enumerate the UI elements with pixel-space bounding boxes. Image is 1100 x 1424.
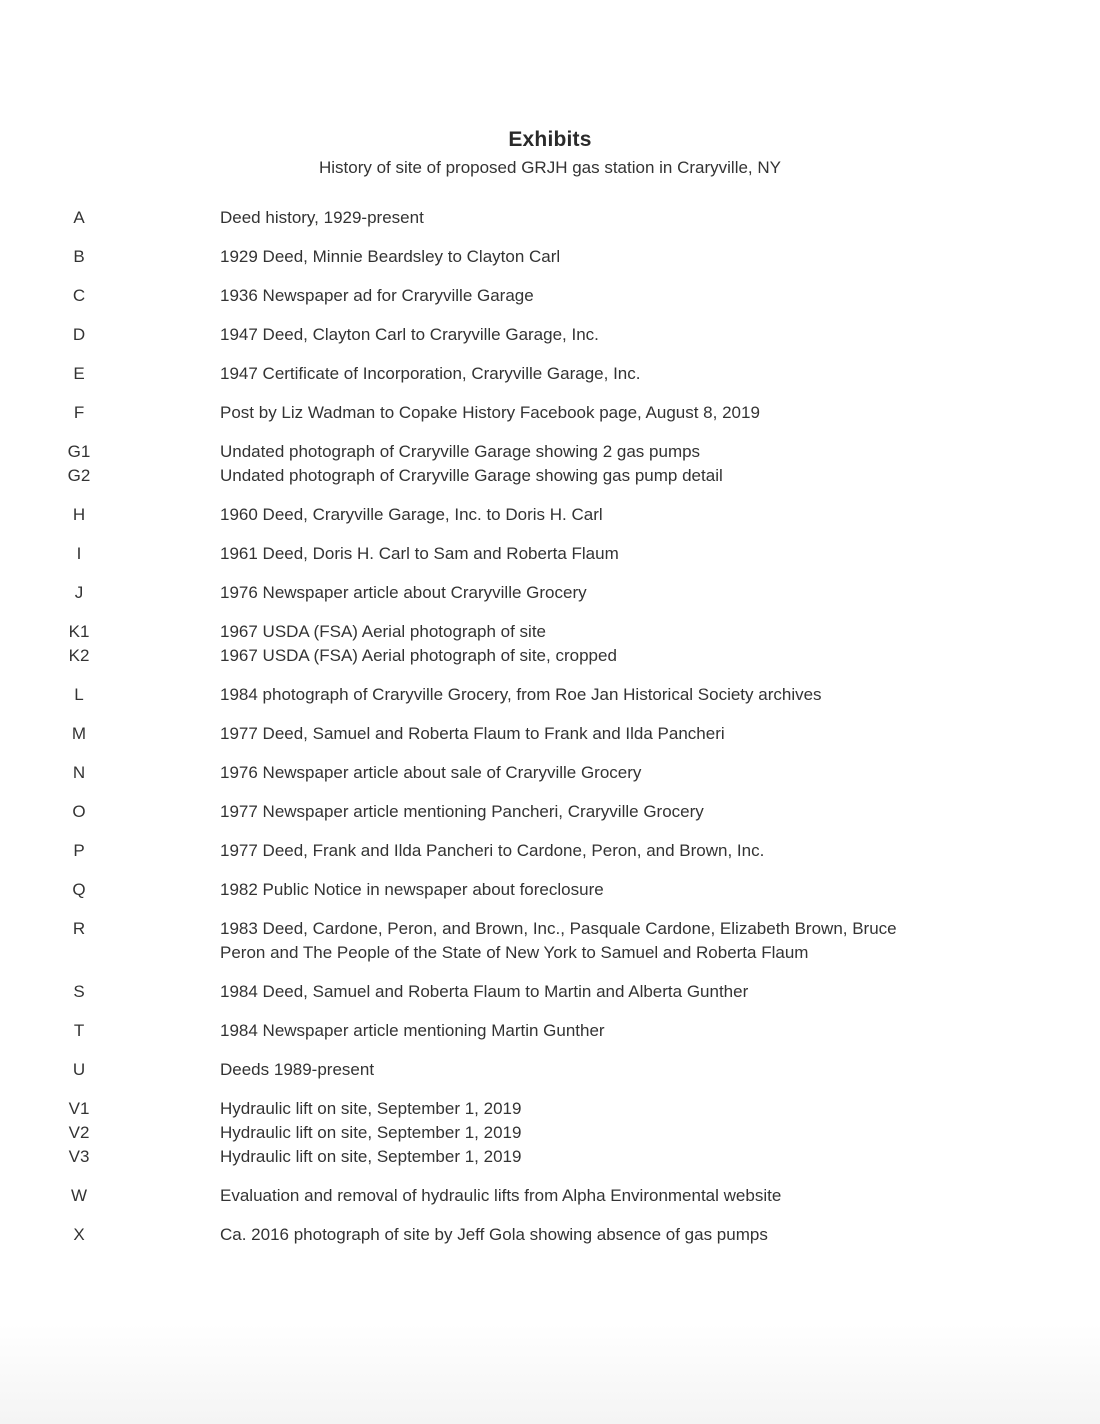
exhibit-entry (0, 1184, 1100, 1208)
exhibit-labels: H (72, 505, 86, 524)
exhibit-description: 1977 Newspaper article mentioning Pancheri, Craryville Grocery (220, 802, 704, 821)
exhibit-entry (0, 800, 1100, 824)
exhibit-descriptions (220, 683, 940, 707)
exhibit-description: 1929 Deed, Minnie Beardsley to Clayton Carl (220, 247, 561, 266)
exhibit-description: 1976 Newspaper article about sale of Craryville Grocery (220, 763, 642, 782)
exhibit-entry (0, 620, 1100, 668)
exhibit-labels: E (73, 364, 85, 383)
exhibit-entry (0, 440, 1100, 488)
exhibit-description: Undated photograph of Craryville Garage showing 2 gas pumps (220, 442, 701, 461)
exhibit-description: 1936 Newspaper ad for Craryville Garage (220, 286, 534, 305)
exhibit-entry (0, 1223, 1100, 1247)
exhibit-labels: G1 G2 (67, 442, 91, 485)
exhibit-labels: S (73, 982, 85, 1001)
exhibit-labels: J (74, 583, 84, 602)
exhibit-labels: X (73, 1225, 85, 1244)
exhibit-labels: N (72, 763, 86, 782)
exhibit-description: 1984 Deed, Samuel and Roberta Flaum to Martin and Alberta Gunther (220, 982, 749, 1001)
exhibit-entry (0, 1097, 1100, 1169)
exhibit-descriptions (220, 839, 940, 863)
exhibit-labels: F (73, 403, 85, 422)
exhibit-entry (0, 206, 1100, 230)
exhibit-labels: T (73, 1021, 85, 1040)
exhibit-labels: R (72, 919, 86, 938)
exhibit-labels: O (72, 802, 86, 821)
exhibit-description: 1977 Deed, Samuel and Roberta Flaum to Frank and Ilda Pancheri (220, 724, 725, 743)
exhibit-entry (0, 980, 1100, 1004)
exhibit-description: Deeds 1989-present (220, 1060, 375, 1079)
exhibit-labels: I (76, 544, 82, 563)
exhibit-entry (0, 683, 1100, 707)
exhibit-list (0, 206, 1100, 1262)
exhibit-labels: A (73, 208, 85, 227)
exhibit-description: Ca. 2016 photograph of site by Jeff Gola showing absence of gas pumps (220, 1225, 768, 1244)
exhibit-labels: L (74, 685, 84, 704)
exhibit-description: Hydraulic lift on site, September 1, 2019 (220, 1123, 522, 1142)
exhibit-description: 1976 Newspaper article about Craryville Grocery (220, 583, 587, 602)
exhibit-entry (0, 542, 1100, 566)
exhibit-descriptions (220, 581, 940, 605)
exhibit-descriptions (220, 1019, 940, 1043)
exhibit-labels: K1 K2 (68, 622, 90, 665)
exhibit-descriptions (220, 401, 940, 425)
exhibit-entry (0, 839, 1100, 863)
exhibit-description: 1982 Public Notice in newspaper about foreclosure (220, 880, 604, 899)
exhibit-entry (0, 362, 1100, 386)
exhibit-entry (0, 722, 1100, 746)
exhibit-entry (0, 245, 1100, 269)
exhibit-entry (0, 323, 1100, 347)
exhibit-description: 1984 Newspaper article mentioning Martin Gunther (220, 1021, 605, 1040)
exhibit-entry (0, 581, 1100, 605)
exhibit-labels: B (73, 247, 85, 266)
exhibit-descriptions (220, 620, 940, 668)
exhibit-entry (0, 284, 1100, 308)
exhibit-labels: W (70, 1186, 88, 1205)
exhibit-description: 1947 Deed, Clayton Carl to Craryville Garage, Inc. (220, 325, 599, 344)
exhibit-descriptions (220, 980, 940, 1004)
exhibit-descriptions (220, 503, 940, 527)
exhibit-descriptions (220, 1058, 940, 1082)
exhibit-description: Hydraulic lift on site, September 1, 2019 (220, 1099, 522, 1118)
exhibit-description: 1977 Deed, Frank and Ilda Pancheri to Cardone, Peron, and Brown, Inc. (220, 841, 765, 860)
exhibit-description: 1983 Deed, Cardone, Peron, and Brown, Inc., Pasquale Cardone, Elizabeth Brown, Bruce (220, 919, 897, 938)
exhibit-entry (0, 1019, 1100, 1043)
exhibit-description: 1984 photograph of Craryville Grocery, from Roe Jan Historical Society archives (220, 685, 822, 704)
exhibit-entry (0, 1058, 1100, 1082)
exhibit-description: 1960 Deed, Craryville Garage, Inc. to Doris H. Carl (220, 505, 603, 524)
exhibit-labels: U (72, 1060, 86, 1079)
exhibit-descriptions (220, 722, 940, 746)
exhibit-description: Evaluation and removal of hydraulic lifts from Alpha Environmental website (220, 1186, 782, 1205)
exhibit-labels: V1 V2 V3 (68, 1099, 90, 1166)
exhibit-labels: M (71, 724, 87, 743)
exhibit-labels: C (72, 286, 86, 305)
exhibit-descriptions (220, 917, 940, 965)
exhibit-descriptions (220, 206, 940, 230)
exhibit-description: Hydraulic lift on site, September 1, 2019 (220, 1147, 522, 1166)
exhibit-descriptions (220, 761, 940, 785)
exhibit-description: Peron and The People of the State of New York to Samuel and Roberta Flaum (220, 943, 809, 962)
exhibit-descriptions (220, 878, 940, 902)
exhibit-descriptions (220, 1184, 940, 1208)
exhibit-labels: P (73, 841, 85, 860)
exhibit-description: 1961 Deed, Doris H. Carl to Sam and Roberta Flaum (220, 544, 619, 563)
exhibit-descriptions (220, 245, 940, 269)
page-title: Exhibits (508, 128, 592, 151)
exhibit-descriptions (220, 1223, 940, 1247)
exhibit-labels: D (72, 325, 86, 344)
exhibit-description: Undated photograph of Craryville Garage showing gas pump detail (220, 466, 723, 485)
page-subtitle: History of site of proposed GRJH gas station in Craryville, NY (318, 158, 781, 177)
exhibit-entry (0, 917, 1100, 965)
exhibit-descriptions (220, 800, 940, 824)
exhibit-description: 1967 USDA (FSA) Aerial photograph of site, cropped (220, 646, 617, 665)
exhibit-description: Deed history, 1929-present (220, 208, 424, 227)
exhibit-descriptions (220, 542, 940, 566)
exhibit-entry (0, 761, 1100, 785)
exhibit-description: 1947 Certificate of Incorporation, Craryville Garage, Inc. (220, 364, 641, 383)
exhibit-descriptions (220, 362, 940, 386)
exhibit-descriptions (220, 440, 940, 488)
exhibit-descriptions (220, 284, 940, 308)
exhibit-entry (0, 401, 1100, 425)
exhibit-entry (0, 878, 1100, 902)
exhibit-description: 1967 USDA (FSA) Aerial photograph of site (220, 622, 547, 641)
exhibit-labels: Q (72, 880, 86, 899)
exhibit-entry (0, 503, 1100, 527)
exhibit-descriptions (220, 1097, 940, 1169)
exhibit-description: Post by Liz Wadman to Copake History Facebook page, August 8, 2019 (220, 403, 760, 422)
exhibit-descriptions (220, 323, 940, 347)
